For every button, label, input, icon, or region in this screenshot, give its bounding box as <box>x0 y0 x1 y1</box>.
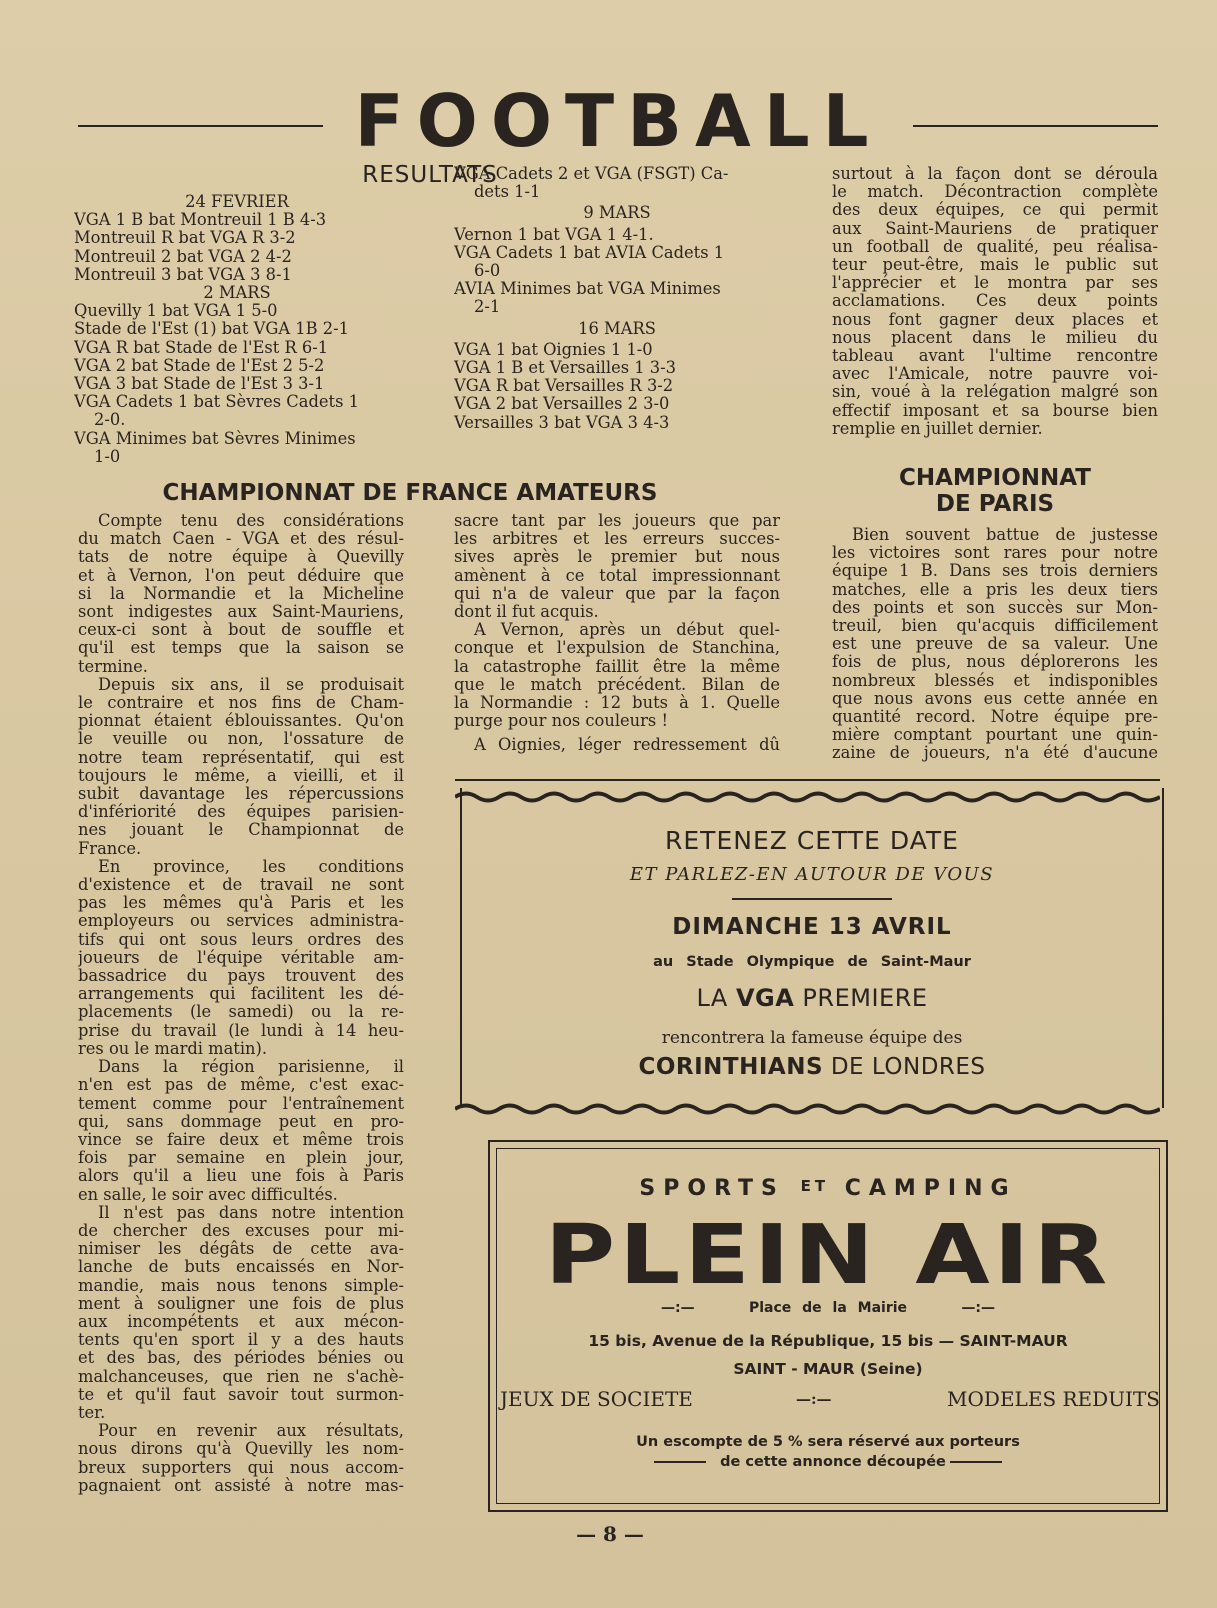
text-line: n'en est pas de même, c'est exac- <box>78 1076 404 1095</box>
cfa-section-title: CHAMPIONNAT DE FRANCE AMATEURS <box>162 480 658 506</box>
text-line: En province, les conditions <box>98 857 404 876</box>
text-line: le match. Décontraction complète <box>832 183 1158 202</box>
text-line: France. <box>78 839 142 858</box>
text-line: alors qu'il a lieu une fois à Paris <box>78 1167 404 1186</box>
text-line: zaine de joueurs, n'a été d'aucune <box>832 744 1158 763</box>
text-line: Pour en revenir aux résultats, <box>98 1422 404 1441</box>
notice-headline: RETENEZ CETTE DATE <box>665 826 959 855</box>
result-line: VGA 1 B bat Montreuil 1 B 4-3 <box>74 211 327 230</box>
text-line: que le match précédent. Bilan de <box>454 675 780 694</box>
wavy-border-bottom <box>455 1102 1160 1116</box>
text-line: pionnat étaient éblouissantes. Qu'on <box>78 712 404 731</box>
notice-opponent-rest: DE LONDRES <box>823 1054 986 1080</box>
text-line: breux supporters qui nous accom- <box>78 1458 404 1477</box>
result-line: VGA Cadets 1 bat AVIA Cadets 1 <box>454 243 725 262</box>
results-date: 9 MARS <box>583 204 651 223</box>
notice-opponent-bold: CORINTHIANS <box>638 1054 824 1080</box>
ad-brand: PLEIN AIR <box>544 1207 1112 1303</box>
result-line: VGA Cadets 2 et VGA (FSGT) Ca- <box>454 165 729 183</box>
ad-city: SAINT - MAUR (Seine) <box>733 1360 923 1378</box>
text-line: les victoires sont rares pour notre <box>832 544 1158 563</box>
paris-title-line-2: DE PARIS <box>935 491 1055 517</box>
text-line: tifs qui ont sous leurs ordres des <box>78 930 404 949</box>
results-date: 16 MARS <box>578 319 656 338</box>
ad-address: 15 bis, Avenue de la République, 15 bis — SAINT-MAUR <box>588 1332 1068 1350</box>
notice-venue: au Stade Olympique de Saint-Maur <box>653 954 971 970</box>
result-line: Quevilly 1 bat VGA 1 5-0 <box>74 302 278 321</box>
text-line: notre team représentatif, qui est <box>78 748 404 767</box>
text-line: qui n'a de valeur que par la façon <box>454 584 780 603</box>
text-line: surtout à la façon dont se déroula <box>832 165 1158 183</box>
result-line: Vernon 1 bat VGA 1 4-1. <box>454 225 654 244</box>
ad-separator: —:— <box>796 1390 832 1408</box>
text-line: tats de notre équipe à Quevilly <box>78 548 404 567</box>
divider-rule <box>455 779 1160 781</box>
result-line: VGA 2 bat Versailles 2 3-0 <box>454 395 670 414</box>
results-column-2 <box>454 165 780 432</box>
header-rule-left <box>78 125 323 127</box>
text-line: sacre tant par les joueurs que par <box>454 512 780 530</box>
result-line: dets 1-1 <box>474 183 541 202</box>
text-line: la catastrophe faillit être la même <box>454 657 780 676</box>
text-line: aux incompétents et aux mécon- <box>78 1312 404 1331</box>
text-line: joueurs de l'équipe véritable am- <box>78 948 404 967</box>
ad-tagline-et: ET <box>800 1177 830 1195</box>
text-line: le contraire et nos fins de Cham- <box>78 694 404 713</box>
text-line: nous font gagner deux places et <box>832 310 1158 329</box>
text-line: de chercher des excuses pour mi- <box>78 1221 404 1240</box>
page-title: FOOTBALL <box>354 79 882 163</box>
advertisement <box>488 1140 1168 1512</box>
text-line: bassadrice du pays trouvent des <box>78 967 404 986</box>
ad-separator: —:— <box>660 1300 695 1316</box>
notice-team-suffix: PREMIERE <box>794 984 928 1012</box>
text-line: subit davantage les répercussions <box>78 785 404 804</box>
text-line: amènent à ce total impressionnant <box>454 566 780 585</box>
notice-date: DIMANCHE 13 AVRIL <box>672 914 952 940</box>
result-line: Montreuil R bat VGA R 3-2 <box>74 229 296 248</box>
paris-title-line-1: CHAMPIONNAT <box>899 465 1091 491</box>
text-line: est une preuve de sa valeur. Une <box>832 635 1158 654</box>
text-line: res ou le mardi matin). <box>78 1039 268 1058</box>
text-line: placements (le samedi) ou la re- <box>78 1003 404 1022</box>
text-line: le veuille ou non, l'ossature de <box>78 730 404 749</box>
results-date: 2 MARS <box>203 284 271 303</box>
results-title: RESULTATS <box>362 162 498 188</box>
result-line: 6-0 <box>474 262 501 281</box>
result-line: Montreuil 3 bat VGA 3 8-1 <box>74 265 292 284</box>
text-line: mandie, mais nous tenons simple- <box>78 1276 404 1295</box>
result-line: VGA 2 bat Stade de l'Est 2 5-2 <box>74 356 325 375</box>
text-line: que nous avons eus cette année en <box>832 689 1158 708</box>
text-line: conque et l'expulsion de Stanchina, <box>454 639 780 658</box>
text-line: pas les mêmes qu'à Paris et les <box>78 894 404 913</box>
text-line: Depuis six ans, il se produisait <box>98 675 404 694</box>
text-line: fois par semaine en plein jour, <box>78 1149 404 1168</box>
ad-place: Place de la Mairie <box>748 1300 908 1316</box>
text-line: des deux équipes, ce qui permit <box>832 201 1158 220</box>
text-line: employeurs ou services administra- <box>78 912 404 931</box>
result-line: VGA R bat Stade de l'Est R 6-1 <box>74 338 329 357</box>
result-line: 2-1 <box>474 298 501 317</box>
column-3-continued-text <box>832 165 1158 438</box>
result-line: VGA Cadets 1 bat Sèvres Cadets 1 <box>74 393 359 412</box>
text-line: nimiser les dégâts de cette ava- <box>78 1240 404 1259</box>
text-line: des points et son succès sur Mon- <box>832 598 1158 617</box>
text-line: purge pour nos couleurs ! <box>454 712 669 731</box>
ad-discount-line-1: Un escompte de 5 % sera réservé aux porteurs <box>636 1434 1020 1450</box>
text-line: aux Saint-Mauriens de pratiquer <box>832 219 1158 238</box>
ad-discount-line-2 <box>490 1454 1166 1470</box>
text-line: ceux-ci sont à bout de souffle et <box>78 621 404 640</box>
text-line: tement comme pour l'entraînement <box>78 1094 404 1113</box>
result-line: VGA 1 B et Versailles 1 3-3 <box>454 359 677 378</box>
text-line: et à Vernon, l'on peut déduire que <box>78 566 404 585</box>
result-line: 1-0 <box>94 447 121 466</box>
text-line: matches, elle a pris les deux tiers <box>832 580 1158 599</box>
text-line: sont indigestes aux Saint-Mauriens, <box>78 603 404 622</box>
ad-separator: —:— <box>961 1300 996 1316</box>
text-line: tents qu'en sport il y a des hauts <box>78 1331 404 1350</box>
text-line: te et qu'il faut savoir tout surmon- <box>78 1385 404 1404</box>
notice-versus: rencontrera la fameuse équipe des <box>661 1028 963 1048</box>
text-line: A Oignies, léger redressement dû <box>474 736 780 755</box>
notice-team-line <box>462 984 1162 1012</box>
text-line: treuil, bien qu'acquis difficilement <box>832 617 1158 636</box>
text-line: équipe 1 B. Dans ses trois derniers <box>832 562 1158 581</box>
text-line: A Vernon, après un début quel- <box>474 621 780 640</box>
header <box>78 79 1158 163</box>
paris-column <box>832 526 1158 763</box>
ad-dash-right <box>950 1461 1002 1463</box>
text-line: tableau avant l'ultime rencontre <box>832 347 1158 366</box>
ad-dash-left <box>654 1461 706 1463</box>
page-number: — 8 — <box>576 1522 644 1546</box>
notice-opponent <box>462 1054 1162 1080</box>
text-line: en salle, le soir avec difficultés. <box>78 1185 338 1204</box>
text-line: vince se faire deux et même trois <box>78 1130 404 1149</box>
text-line: nous placent dans le milieu du <box>832 328 1158 347</box>
text-line: d'infériorité des équipes parisien- <box>78 803 404 822</box>
result-line: 2-0. <box>94 411 126 430</box>
cfa-column-2 <box>454 512 780 755</box>
text-line: d'existence et de travail ne sont <box>78 876 404 895</box>
text-line: un football de qualité, peu réalisa- <box>832 237 1158 256</box>
text-line: lanche de buts encaissés en Nor- <box>78 1258 404 1277</box>
result-line: VGA 3 bat Stade de l'Est 3 3-1 <box>74 375 325 394</box>
text-line: les arbitres et les erreurs succes- <box>454 530 780 549</box>
ad-tagline-camping: CAMPING <box>844 1176 1017 1201</box>
text-line: fois de plus, nous déplorerons les <box>832 653 1158 672</box>
text-line: sives après le premier but nous <box>454 548 780 567</box>
text-line: du match Caen - VGA et des résul- <box>78 530 404 549</box>
result-line: AVIA Minimes bat VGA Minimes <box>454 280 721 299</box>
text-line: arrangements qui facilitent les dé- <box>78 985 404 1004</box>
text-line: qui, sans dommage peut en pro- <box>78 1112 404 1131</box>
text-line: ment à souligner une fois de plus <box>78 1294 404 1313</box>
results-date: 24 FEVRIER <box>185 193 289 211</box>
text-line: la Normandie : 12 buts à 1. Quelle <box>454 694 780 713</box>
text-line: acclamations. Ces deux points <box>832 292 1158 311</box>
result-line: VGA R bat Versailles R 3-2 <box>454 377 674 396</box>
text-line: quantité record. Notre équipe pre- <box>832 708 1158 727</box>
result-line: Stade de l'Est (1) bat VGA 1B 2-1 <box>74 320 350 339</box>
text-line: Bien souvent battue de justesse <box>852 526 1158 544</box>
notice-team-name: VGA <box>735 984 795 1012</box>
text-line: toujours le même, a vieilli, et il <box>78 766 404 785</box>
text-line: mière comptant pourtant une quin- <box>832 726 1158 745</box>
text-line: Dans la région parisienne, il <box>98 1058 404 1077</box>
notice-team-prefix: LA <box>696 984 736 1012</box>
text-line: Compte tenu des considérations <box>98 512 404 530</box>
text-line: sin, voué à la relégation malgré son <box>832 383 1158 402</box>
text-line: ter. <box>78 1403 106 1422</box>
text-line: l'apprécier et le montra par ses <box>832 274 1158 293</box>
result-line: Versailles 3 bat VGA 3 4-3 <box>454 413 670 432</box>
text-line: et des bas, des périodes bénies ou <box>78 1349 404 1368</box>
text-line: avec l'Amicale, notre pauvre voi- <box>832 365 1158 384</box>
text-line: pagnaient ont assisté à notre mas- <box>78 1476 404 1495</box>
result-line: VGA Minimes bat Sèvres Minimes <box>74 429 356 448</box>
ad-tagline <box>490 1176 1166 1201</box>
ad-tagline-sports: SPORTS <box>639 1176 785 1201</box>
header-rule-right <box>913 125 1158 127</box>
ad-inner-border <box>496 1148 1160 1504</box>
ad-place-line <box>490 1300 1166 1316</box>
ad-discount-text: de cette annonce découpée <box>720 1454 946 1470</box>
text-line: si la Normandie et la Micheline <box>78 584 404 603</box>
text-line: nous dirons qu'à Quevilly les nom- <box>78 1440 404 1459</box>
ad-products-right: MODELES REDUITS <box>947 1387 1160 1411</box>
results-column-1 <box>74 193 400 466</box>
text-line: teur peut-être, mais le public sut <box>832 256 1158 275</box>
text-line: nes jouant le Championnat de <box>78 821 404 840</box>
text-line: effectif imposant et sa bourse bien <box>832 401 1158 420</box>
notice-divider <box>732 898 892 900</box>
text-line: qu'il est temps que la saison se <box>78 639 404 658</box>
result-line: Montreuil 2 bat VGA 2 4-2 <box>74 247 292 266</box>
event-notice <box>460 788 1164 1108</box>
text-line: nombreux blessés et indisponibles <box>832 671 1158 690</box>
cfa-column-1 <box>78 512 404 1495</box>
text-line: termine. <box>78 657 148 676</box>
text-line: prise du travail (le lundi à 14 heu- <box>78 1021 404 1040</box>
result-line: VGA 1 bat Oignies 1 1-0 <box>454 340 653 359</box>
text-line: dont il fut acquis. <box>454 603 599 622</box>
ad-products-left: JEUX DE SOCIETE <box>500 1387 693 1411</box>
notice-subline: ET PARLEZ-EN AUTOUR DE VOUS <box>629 864 995 885</box>
text-line: remplie en juillet dernier. <box>832 419 1043 438</box>
text-line: Il n'est pas dans notre intention <box>98 1203 404 1222</box>
text-line: malchanceuses, que rien ne s'achè- <box>78 1367 404 1386</box>
